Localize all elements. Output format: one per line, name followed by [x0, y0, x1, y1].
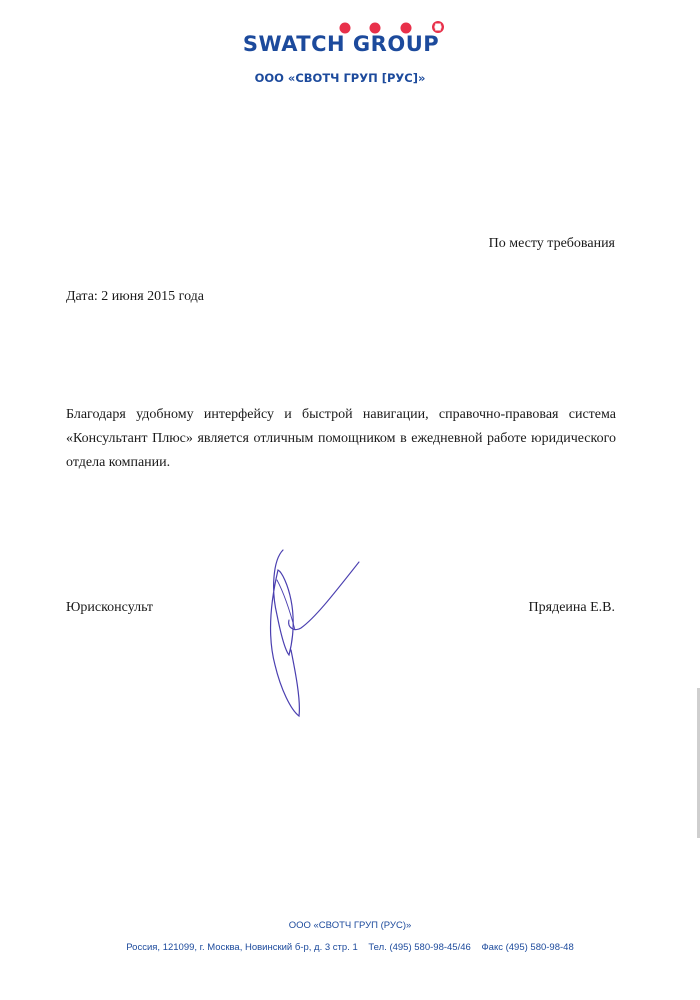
footer-address: Россия, 121099, г. Москва, Новинский б-р, д. 3 стр. 1	[126, 942, 358, 953]
footer-company-name: ООО «СВОТЧ ГРУП (РУС)»	[288, 920, 412, 931]
footer-contacts	[0, 942, 700, 953]
footer-phone: Тел. (495) 580-98-45/46	[368, 942, 471, 953]
addressee: По месту требования	[488, 236, 615, 251]
logo-wordmark: SWATCH GROUP	[242, 32, 440, 56]
letter-body: Благодаря удобному интерфейсу и быстрой навигации, справочно-правовая система «Консультант Плюс» является отличным помощником в ежедневной работе юридического отдела компании.	[66, 407, 616, 470]
signer-position: Юрисконсульт	[66, 600, 154, 615]
signer-name: Прядеина Е.В.	[528, 600, 615, 615]
letterhead-company-name: ООО «СВОТЧ ГРУП [РУС]»	[254, 71, 426, 85]
date-line: Дата: 2 июня 2015 года	[66, 289, 205, 304]
handwritten-signature-icon	[255, 540, 375, 720]
footer-fax: Факс (495) 580-98-48	[481, 942, 574, 953]
